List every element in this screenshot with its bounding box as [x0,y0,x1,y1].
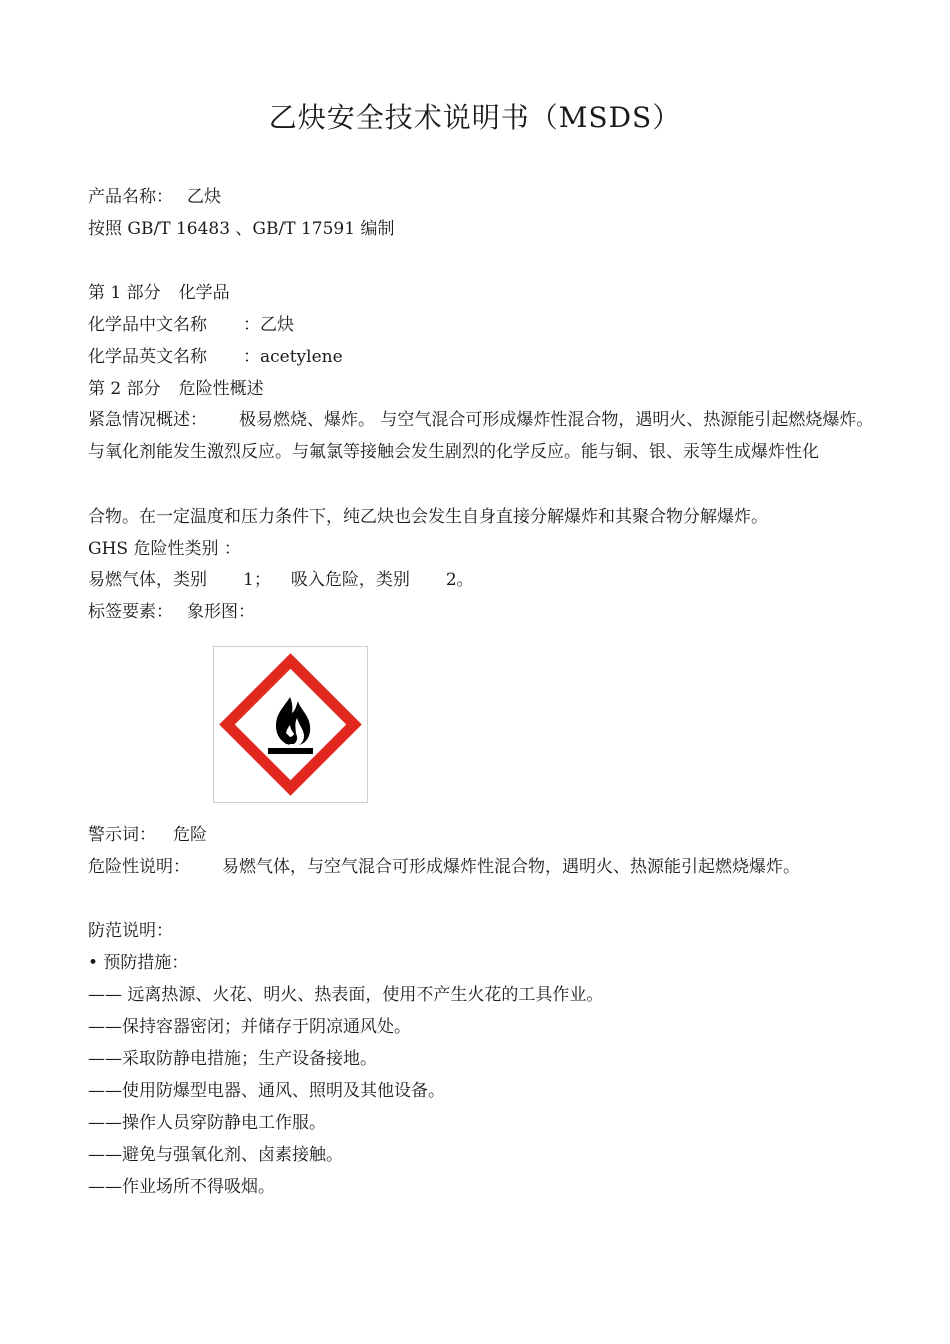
cn-name-value: ：乙炔 [243,315,294,335]
emergency-text-continued: 合物。在一定温度和压力条件下，纯乙炔也会发生自身直接分解爆炸和其聚合物分解爆炸。 [88,507,768,527]
en-name-row [88,346,343,368]
ghs-category-label: GHS 危险性类别 ： [88,539,241,559]
emergency-label: 紧急情况概述： [88,410,207,430]
label-elements-row [88,601,255,623]
product-name-value: 乙炔 [187,187,221,207]
hazard-statement-value: 易燃气体，与空气混合可形成爆炸性混合物，遇明火、热源能引起燃烧爆炸。 [222,857,800,877]
prevention-item: ——保持容器密闭；并储存于阴凉通风处。 [88,1017,411,1037]
signal-word-row [88,824,207,846]
signal-word-label: 警示词： [88,825,156,845]
prevention-heading: • 预防措施： [88,953,189,973]
pictogram-label: 象形图： [187,602,255,622]
cn-name-row [88,314,294,336]
part1-heading [88,282,230,304]
product-name-row [88,186,221,208]
cn-name-label: 化学品中文名称 [88,315,207,335]
prevention-item: —— 远离热源、火花、明火、热表面，使用不产生火花的工具作业。 [88,985,604,1005]
part1-heading-text: 化学品 [178,283,230,303]
emergency-text: 极易燃烧、爆炸。 与空气混合可形成爆炸性混合物，遇明火、热源能引起燃烧爆炸。与氧化剂能发生激烈反应。与氟氯等接触会发生剧烈的化学反应。能与铜、银、汞等生成爆炸性化 [88,410,874,462]
label-elements-label: 标签要素： [88,602,173,622]
document-title: 乙炔安全技术说明书（MSDS） [268,101,682,134]
ghs-class-flammable: 易燃气体，类别 [88,570,207,590]
prevention-item: ——操作人员穿防静电工作服。 [88,1113,326,1133]
part2-heading-number: 第 2 部分 [88,379,161,399]
standard-reference: 按照 GB/T 16483 、GB/T 17591 编制 [88,219,395,239]
signal-word-value: 危险 [173,825,207,845]
emergency-overview [88,405,878,468]
ghs-class-aspiration-num: 2。 [445,570,474,590]
en-name-label: 化学品英文名称 [88,347,207,367]
prevention-item: ——使用防爆型电器、通风、照明及其他设备。 [88,1081,445,1101]
product-name-label: 产品名称： [88,187,173,207]
prevention-item: ——作业场所不得吸烟。 [88,1177,275,1197]
part2-heading [88,378,264,400]
ghs-category-row [88,569,474,591]
en-name-value: ：acetylene [243,347,343,367]
hazard-statement-label: 危险性说明： [88,857,190,877]
ghs-class-flammable-num: 1； [243,570,271,590]
precautions-heading: 防范说明： [88,921,173,941]
part1-heading-number: 第 1 部分 [88,283,161,303]
prevention-item: ——避免与强氧化剂、卤素接触。 [88,1145,343,1165]
hazard-statement-row [88,856,800,878]
flame-pictogram-icon [213,646,368,803]
part2-heading-text: 危险性概述 [178,379,264,399]
ghs-class-aspiration: 吸入危险，类别 [290,570,410,590]
prevention-item: ——采取防静电措施；生产设备接地。 [88,1049,377,1069]
